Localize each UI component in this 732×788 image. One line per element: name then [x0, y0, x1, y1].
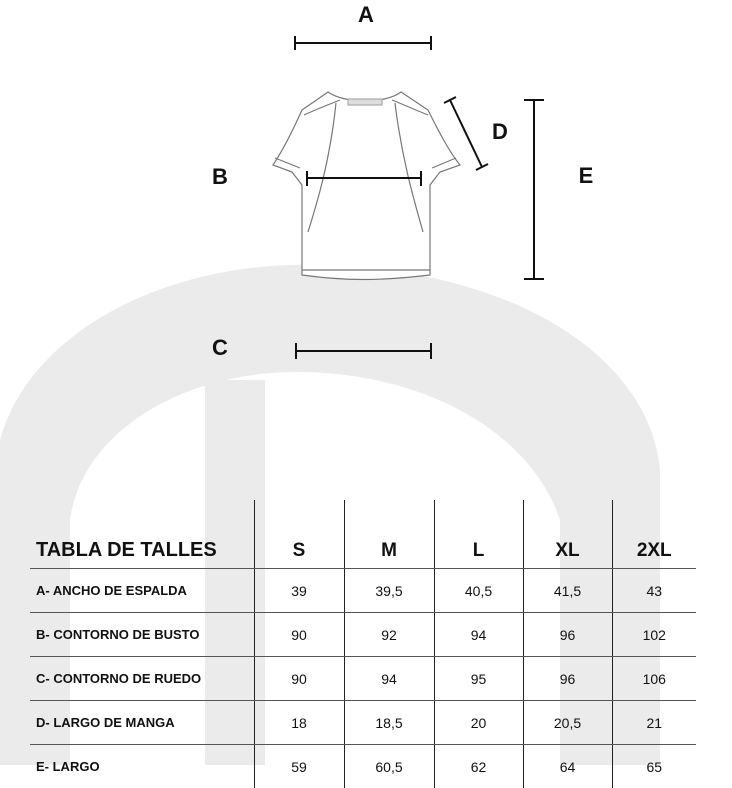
size-header-2xl: 2XL	[612, 500, 696, 569]
measure-line-c	[296, 343, 431, 359]
dimension-label-b: B	[212, 164, 228, 190]
table-cell: 18	[254, 701, 344, 745]
table-cell: 90	[254, 613, 344, 657]
row-label: C- CONTORNO DE RUEDO	[30, 657, 254, 701]
size-header-s: S	[254, 500, 344, 569]
table-row	[30, 701, 696, 745]
table-cell: 41,5	[523, 569, 612, 613]
table-cell: 59	[254, 745, 344, 788]
table-cell: 64	[523, 745, 612, 788]
row-label: D- LARGO DE MANGA	[30, 701, 254, 745]
table-cell: 40,5	[434, 569, 523, 613]
table-cell: 20,5	[523, 701, 612, 745]
table-row	[30, 745, 696, 788]
row-label: E- LARGO	[30, 745, 254, 788]
table-cell: 18,5	[344, 701, 434, 745]
table-cell: 94	[344, 657, 434, 701]
table-cell: 92	[344, 613, 434, 657]
table-cell: 39,5	[344, 569, 434, 613]
table-cell: 102	[612, 613, 696, 657]
dimension-label-a: A	[358, 2, 374, 28]
table-header-row	[30, 500, 696, 569]
size-header-l: L	[434, 500, 523, 569]
row-label: B- CONTORNO DE BUSTO	[30, 613, 254, 657]
dimension-label-c: C	[212, 335, 228, 361]
table-cell: 96	[523, 613, 612, 657]
table-cell: 95	[434, 657, 523, 701]
table-cell: 62	[434, 745, 523, 788]
measure-line-e	[524, 100, 544, 279]
table-cell: 43	[612, 569, 696, 613]
table-cell: 39	[254, 569, 344, 613]
size-header-m: M	[344, 500, 434, 569]
table-cell: 94	[434, 613, 523, 657]
row-label: A- ANCHO DE ESPALDA	[30, 569, 254, 613]
tshirt-outline	[273, 92, 460, 280]
measure-line-a	[295, 36, 431, 50]
table-cell: 96	[523, 657, 612, 701]
table-cell: 60,5	[344, 745, 434, 788]
dimension-label-d: D	[492, 119, 508, 145]
table-cell: 21	[612, 701, 696, 745]
table-cell: 20	[434, 701, 523, 745]
table-title: TABLA DE TALLES	[30, 500, 254, 569]
table-row	[30, 613, 696, 657]
dimension-label-e: E	[579, 163, 594, 189]
table-row	[30, 657, 696, 701]
table-row	[30, 569, 696, 613]
table-cell: 90	[254, 657, 344, 701]
size-chart-table	[30, 500, 696, 788]
table-cell: 65	[612, 745, 696, 788]
table-cell: 106	[612, 657, 696, 701]
size-header-xl: XL	[523, 500, 612, 569]
